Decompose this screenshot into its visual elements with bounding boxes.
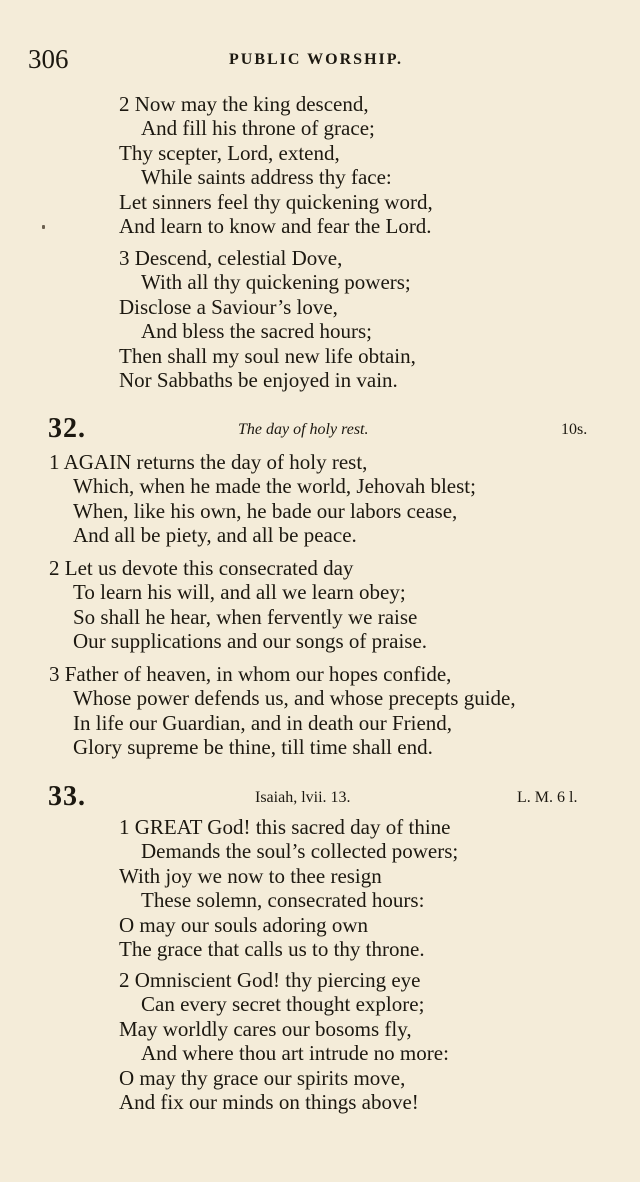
verse-line: Demands the soul’s collected powers; — [141, 839, 459, 864]
verse-line: While saints address thy face: — [141, 165, 392, 190]
hymn-title: The day of holy rest. — [238, 421, 369, 438]
verse-line: Then shall my soul new life obtain, — [119, 343, 416, 368]
hymn-heading — [0, 781, 640, 811]
verse-line: With joy we now to thee resign — [119, 863, 382, 888]
verse-line: 1 AGAIN returns the day of holy rest, — [49, 450, 368, 474]
verse-line: Disclose a Saviour’s love, — [119, 294, 338, 319]
verse-line: To learn his will, and all we learn obey; — [73, 580, 406, 605]
stanza — [49, 556, 427, 654]
verse-line: When, like his own, he bade our labors cease, — [73, 498, 458, 523]
verse-line: Which, when he made the world, Jehovah blest; — [73, 474, 476, 499]
verse-line: 3 Father of heaven, in whom our hopes confide, — [49, 662, 452, 686]
hymn-meter: 10s. — [561, 421, 588, 438]
verse-line: And bless the sacred hours; — [141, 319, 372, 344]
stanza — [119, 968, 449, 1114]
verse-line: And fix our minds on things above! — [119, 1089, 419, 1114]
verse-line: 2 Now may the king descend, — [119, 92, 369, 116]
running-title: PUBLIC WORSHIP. — [229, 51, 404, 68]
hymn-title: Isaiah, lvii. 13. — [255, 789, 351, 806]
verse-line: May worldly cares our bosoms fly, — [119, 1016, 412, 1041]
verse-line: And fill his throne of grace; — [141, 116, 375, 141]
verse-line: 3 Descend, celestial Dove, — [119, 246, 343, 270]
verse-line: And all be piety, and all be peace. — [73, 523, 357, 548]
verse-line: O may thy grace our spirits move, — [119, 1065, 406, 1090]
stanza — [49, 662, 516, 760]
verse-line: And where thou art intrude no more: — [141, 1041, 449, 1066]
page-number: 306 — [28, 44, 69, 74]
verse-line: 1 GREAT God! this sacred day of thine — [119, 815, 451, 839]
verse-line: And learn to know and fear the Lord. — [119, 213, 432, 238]
verse-line: These solemn, consecrated hours: — [141, 888, 425, 913]
verse-line: 2 Omniscient God! thy piercing eye — [119, 968, 421, 992]
verse-line: The grace that calls us to thy throne. — [119, 936, 425, 961]
verse-line: Nor Sabbaths be enjoyed in vain. — [119, 367, 398, 392]
verse-line: O may our souls adoring own — [119, 912, 369, 937]
hymn-meter: L. M. 6 l. — [517, 789, 578, 806]
verse-line: Our supplications and our songs of praise. — [73, 629, 428, 654]
margin-mark — [42, 225, 45, 229]
stanza — [119, 246, 416, 392]
verse-line: With all thy quickening powers; — [141, 270, 411, 295]
hymn-number: 32. — [48, 413, 86, 444]
verse-line: So shall he hear, when fervently we raise — [73, 604, 418, 629]
stanza — [49, 450, 476, 548]
verse-line: Thy scepter, Lord, extend, — [119, 140, 340, 165]
verse-line: Whose power defends us, and whose precepts guide, — [73, 686, 516, 711]
verse-line: In life our Guardian, and in death our Friend, — [73, 710, 453, 735]
stanza — [119, 815, 458, 961]
page-header — [0, 44, 640, 78]
verse-line: 2 Let us devote this consecrated day — [49, 556, 354, 580]
verse-line: Let sinners feel thy quickening word, — [119, 189, 433, 214]
hymn-heading — [0, 413, 640, 443]
verse-line: Glory supreme be thine, till time shall end. — [73, 735, 433, 760]
verse-line: Can every secret thought explore; — [141, 992, 425, 1017]
hymn-number: 33. — [48, 781, 86, 812]
stanza — [119, 92, 433, 238]
